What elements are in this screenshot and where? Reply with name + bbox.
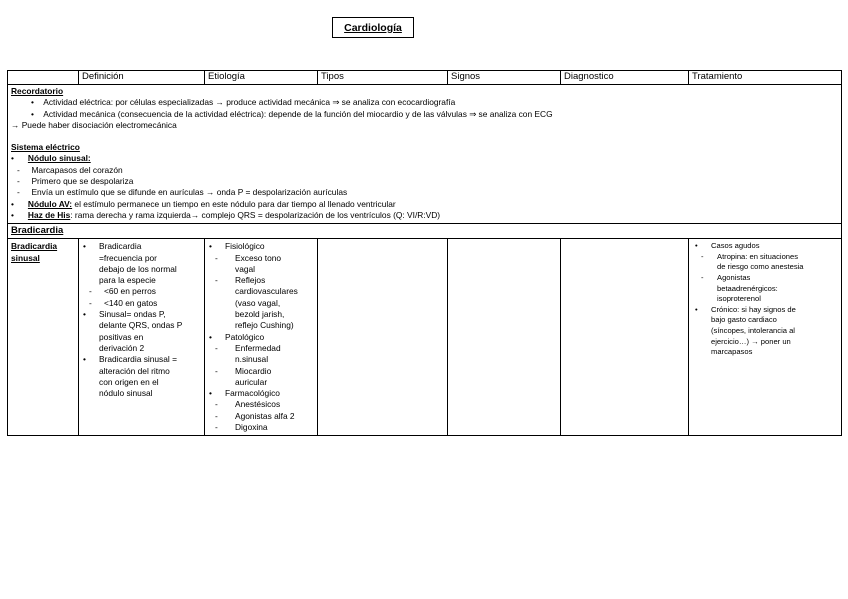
header-tratamiento: Tratamiento xyxy=(689,71,842,85)
item-line: reflejo Cushing) xyxy=(235,320,294,331)
tipos-cell xyxy=(318,239,448,436)
item-line: debajo de los normal xyxy=(99,263,177,274)
item-line: Enfermedad xyxy=(235,342,281,353)
item-line: <60 en perros xyxy=(104,286,156,297)
dash-marker: - xyxy=(89,286,92,297)
item-line: ejercicio…) → poner un xyxy=(711,336,791,346)
header-signos: Signos xyxy=(448,71,561,85)
nodulo-sinusal-item: - Envía un estímulo que se difunde en aurículas → onda P = despolarización aurículas xyxy=(17,187,348,198)
item-line: Fisiológico xyxy=(225,241,265,252)
item-line: delante QRS, ondas P xyxy=(99,320,183,331)
definicion-cell xyxy=(79,239,205,436)
item-line: de riesgo como anestesia xyxy=(717,262,804,272)
bradicardia-sinusal-row xyxy=(8,239,842,436)
dash-item xyxy=(208,366,314,389)
bullet-marker: • xyxy=(83,354,86,365)
item-line: marcapasos xyxy=(711,347,753,357)
item-line: Atropina: en situaciones xyxy=(717,251,799,261)
bullet-marker: • xyxy=(209,388,212,399)
cardiology-table xyxy=(7,70,842,436)
item-line: auricular xyxy=(235,376,268,387)
bullet-marker: • xyxy=(83,309,86,320)
dash-marker: - xyxy=(215,275,218,286)
dash-item xyxy=(208,253,314,276)
bullet-item xyxy=(692,241,838,252)
item-line: Anestésicos xyxy=(235,399,281,410)
item-line: Agonistas alfa 2 xyxy=(235,410,295,421)
recordatorio-bullet: • Actividad mecánica (consecuencia de la actividad eléctrica): depende de la función del miocardio y de las válvulas ⇒ se analiza con ECG xyxy=(31,108,553,119)
dash-item xyxy=(208,275,314,331)
dash-marker: - xyxy=(215,422,218,433)
sistema-heading: Sistema eléctrico xyxy=(11,142,80,153)
item-line: <140 en gatos xyxy=(104,297,158,308)
header-row xyxy=(8,71,842,85)
item-line: Reflejos xyxy=(235,275,266,286)
item-line: Patológico xyxy=(225,331,265,342)
item-line: (síncopes, intolerancia al xyxy=(711,326,795,336)
bullet-item xyxy=(692,305,838,358)
item-line: betaadrenérgicos: xyxy=(717,283,778,293)
item-line: Digoxina xyxy=(235,422,268,433)
nodulo-sinusal: • Nódulo sinusal: xyxy=(11,153,91,164)
item-line: Casos agudos xyxy=(711,241,760,251)
item-line: isoproterenol xyxy=(717,294,761,304)
diagnostico-cell xyxy=(561,239,689,436)
recordatorio-row xyxy=(8,85,842,224)
item-line: con origen en el xyxy=(99,376,159,387)
header-etiologia: Etiología xyxy=(205,71,318,85)
item-line: cardiovasculares xyxy=(235,286,298,297)
dash-item xyxy=(208,399,314,410)
bullet-item xyxy=(208,388,314,399)
item-line: alteración del ritmo xyxy=(99,365,170,376)
bullet-marker: • xyxy=(209,241,212,252)
dash-item xyxy=(692,252,838,273)
bullet-item xyxy=(208,332,314,343)
bullet-item xyxy=(82,309,201,354)
header-tipos: Tipos xyxy=(318,71,448,85)
dash-marker: - xyxy=(215,399,218,410)
bullet-marker: • xyxy=(695,304,698,314)
item-line: Crónico: si hay signos de xyxy=(711,304,796,314)
dash-item xyxy=(208,411,314,422)
bradicardia-section-row xyxy=(8,224,842,239)
item-line: vagal xyxy=(235,263,256,274)
dash-item xyxy=(692,273,838,305)
row-name: sinusal xyxy=(11,252,40,263)
haz-de-his: • Haz de His: rama derecha y rama izquierda→ complejo QRS = despolarización de los ventrículos (Q: VI/R:VD) xyxy=(11,209,441,220)
item-line: Bradicardia xyxy=(99,241,142,252)
signos-cell xyxy=(448,239,561,436)
dash-item xyxy=(208,343,314,366)
item-line: bajo gasto cardiaco xyxy=(711,315,777,325)
dash-marker: - xyxy=(215,252,218,263)
dash-marker: - xyxy=(701,251,704,261)
row-name: Bradicardia xyxy=(11,241,58,252)
header-empty xyxy=(8,71,79,85)
item-line: bezold jarish, xyxy=(235,309,285,320)
item-line: Bradicardia sinusal = xyxy=(99,354,177,365)
bradicardia-section-heading: Bradicardia xyxy=(8,224,842,239)
header-definicion: Definición xyxy=(79,71,205,85)
item-line: Agonistas xyxy=(717,273,751,283)
bullet-item xyxy=(82,241,201,286)
dash-item xyxy=(82,286,201,297)
nodulo-av: • Nódulo AV: el estímulo permanece un tiempo en este nódulo para dar tiempo al llenado ventricular xyxy=(11,198,396,209)
recordatorio-note: → Puede haber disociación electromecánica xyxy=(11,119,177,130)
bullet-marker: • xyxy=(695,241,698,251)
dash-item xyxy=(82,298,201,309)
tratamiento-cell xyxy=(689,239,842,436)
nodulo-sinusal-item: - Primero que se despolariza xyxy=(17,176,134,187)
dash-item xyxy=(208,422,314,433)
dash-marker: - xyxy=(215,342,218,353)
item-line: nódulo sinusal xyxy=(99,388,153,399)
header-diagnostico: Diagnostico xyxy=(561,71,689,85)
item-line: para la especie xyxy=(99,275,156,286)
dash-marker: - xyxy=(215,365,218,376)
item-line: =frecuencia por xyxy=(99,252,157,263)
item-line: Exceso tono xyxy=(235,252,282,263)
dash-marker: - xyxy=(215,410,218,421)
recordatorio-bullet: • Actividad eléctrica: por células especializadas → produce actividad mecánica ⇒ se analiza con ecocardiografía xyxy=(31,97,456,108)
item-line: (vaso vagal, xyxy=(235,297,281,308)
nodulo-sinusal-item: - Marcapasos del corazón xyxy=(17,164,123,175)
item-line: Miocardio xyxy=(235,365,272,376)
recordatorio-heading: Recordatorio xyxy=(11,86,64,96)
item-line: n.sinusal xyxy=(235,354,269,365)
bullet-marker: • xyxy=(83,241,86,252)
item-line: positivas en xyxy=(99,331,144,342)
etiologia-cell xyxy=(205,239,318,436)
item-line: Farmacológico xyxy=(225,388,280,399)
bullet-item xyxy=(208,241,314,252)
dash-marker: - xyxy=(701,273,704,283)
bullet-item xyxy=(82,354,201,399)
item-line: Sinusal= ondas P, xyxy=(99,309,166,320)
document-title: Cardiología xyxy=(332,17,414,38)
bullet-marker: • xyxy=(209,331,212,342)
item-line: derivación 2 xyxy=(99,342,145,353)
dash-marker: - xyxy=(89,297,92,308)
